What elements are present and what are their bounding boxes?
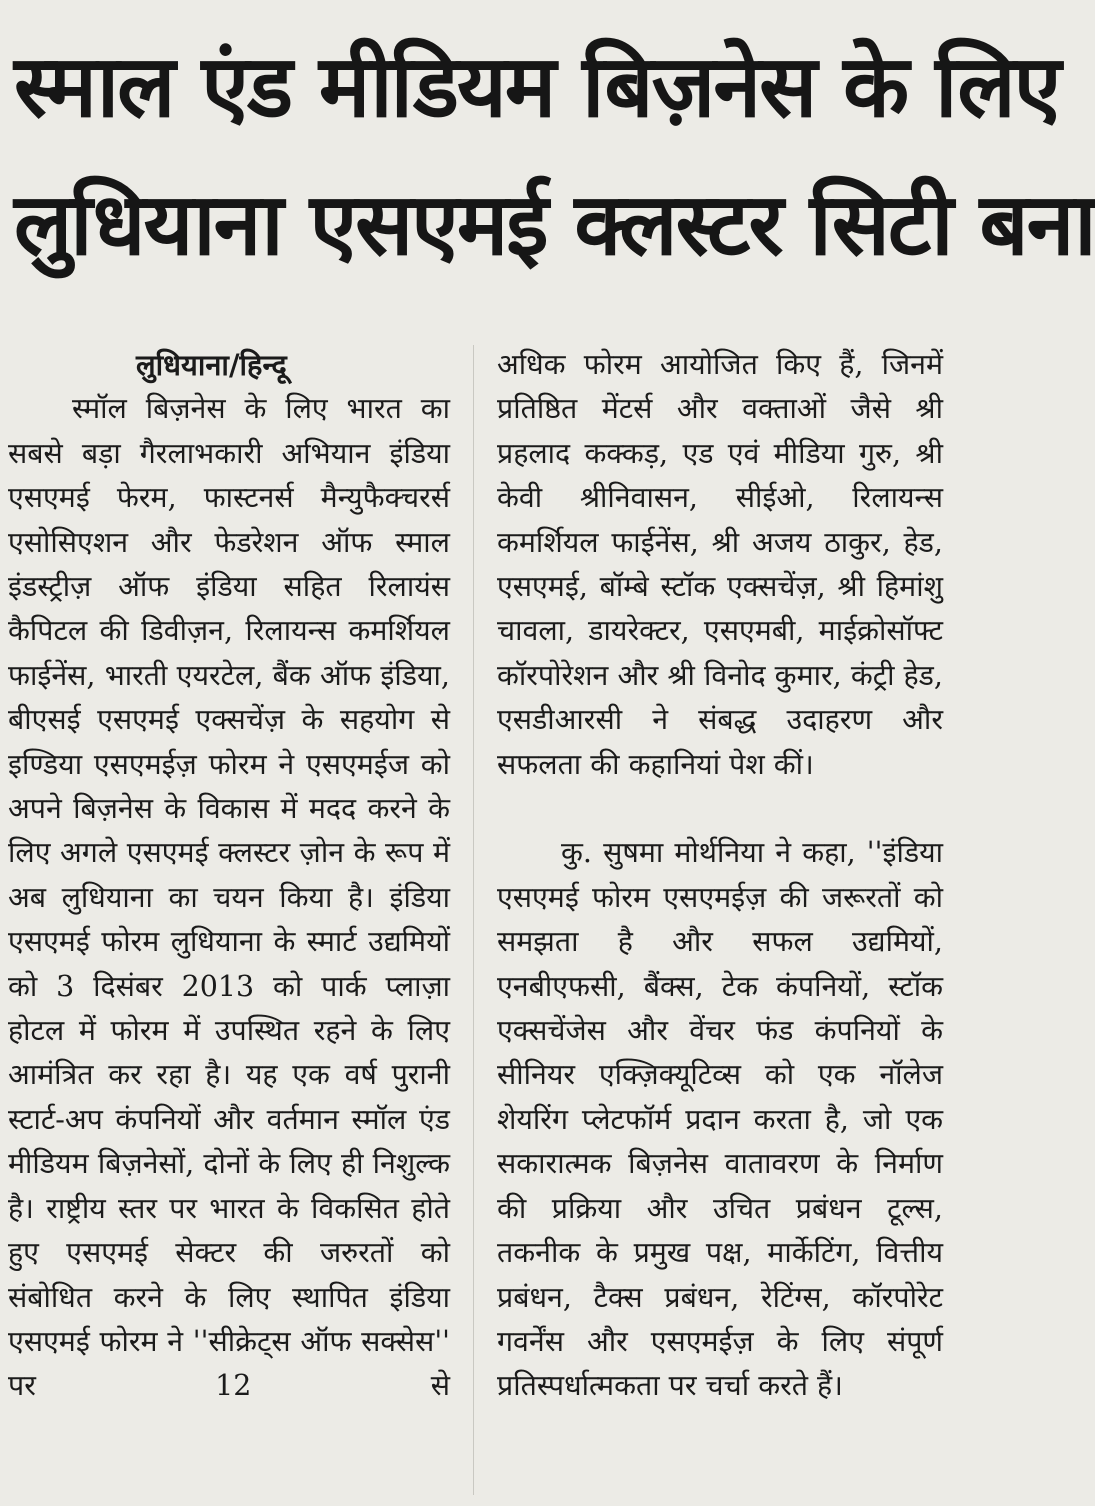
column-divider <box>473 345 474 1495</box>
left-column-paragraph: स्मॉल बिज़नेस के लिए भारत का सबसे बड़ा गैरलाभकारी अभियान इंडिया एसएमई फेरम, फास्टनर्स मैन्युफैक्चरर्स एसोसिएशन और फेडरेशन ऑफ स्माल इंडस्ट्रीज़ ऑफ इंडिया सहित रिलायंस कैपिटल की डिवीज़न, रिलायन्स कमर्शियल फाईनेंस, भारती एयरटेल, बैंक ऑफ इंडिया, बीएसई एसएमई एक्सचेंज़ के सहयोग से इण्डिया एसएमईज़ फोरम ने एसएमईज को अपने बिज़नेस के विकास में मदद करने के लिए अगले एसएमई क्लस्टर ज़ोन के रूप में अब लुधियाना का चयन किया है। इंडिया एसएमई फोरम लुधियाना के स्मार्ट उद्यमियों को 3 दिसंबर 2013 को पार्क प्लाज़ा होटल में फोरम में उपस्थित रहने के लिए आमंत्रित कर रहा है। यह एक वर्ष पुरानी स्टार्ट-अप कंपनियों और वर्तमान स्मॉल एंड मीडियम बिज़नेसों, दोनों के लिए ही निशुल्क है। राष्ट्रीय स्तर पर भारत के विकसित होते हुए एसएमई सेक्टर की जरुरतों को संबोधित करने के लिए स्थापित इंडिया एसएमई फोरम ने ''सीक्रेट्स ऑफ सक्सेस'' पर 12 से <box>8 392 450 1403</box>
left-column <box>8 343 450 1409</box>
headline-line-1: स्माल एंड मीडियम बिज़नेस के लिए <box>14 37 1060 137</box>
paragraph-gap <box>497 787 943 831</box>
headline <box>14 18 1095 294</box>
right-column-paragraph-1: अधिक फोरम आयोजित किए हैं, जिनमें प्रतिष्ठित मेंटर्स और वक्ताओं जैसे श्री प्रहलाद कक्कड़, एड एवं मीडिया गुरु, श्री केवी श्रीनिवासन, सीईओ, रिलायन्स कमर्शियल फाईनेंस, श्री अजय ठाकुर, हेड, एसएमई, बॉम्बे स्टॉक एक्सचेंज़, श्री हिमांशु चावला, डायरेक्टर, एसएमबी, माईक्रोसॉफ्ट कॉरपोरेशन और श्री विनोद कुमार, कंट्री हेड, एसडीआरसी ने संबद्ध उदाहरण और सफलता की कहानियां पेश कीं। <box>497 348 943 781</box>
headline-line-2: लुधियाना एसएमई क्लस्टर सिटी बना <box>14 175 1095 275</box>
right-column <box>497 343 943 1409</box>
right-column-paragraph-2: कु. सुषमा मोर्थनिया ने कहा, ''इंडिया एसएमई फोरम एसएमईज़ की जरूरतों को समझता है और सफल उद्यमियों, एनबीएफसी, बैंक्स, टेक कंपनियों, स्टॉक एक्सचेंजेस और वेंचर फंड कंपनियों के सीनियर एक्ज़िक्यूटिव्स को एक नॉलेज शेयरिंग प्लेटफॉर्म प्रदान करता है, जो एक सकारात्मक बिज़नेस वातावरण के निर्माण की प्रक्रिया और उचित प्रबंधन टूल्स, तकनीक के प्रमुख पक्ष, मार्केटिंग, वित्तीय प्रबंधन, टैक्स प्रबंधन, रेटिंग्स, कॉरपोरेट गवर्नेंस और एसएमईज़ के लिए संपूर्ण प्रतिस्पर्धात्मकता पर चर्चा करते हैं। <box>497 836 943 1403</box>
dateline: लुधियाना/हिन्दू <box>136 348 287 382</box>
